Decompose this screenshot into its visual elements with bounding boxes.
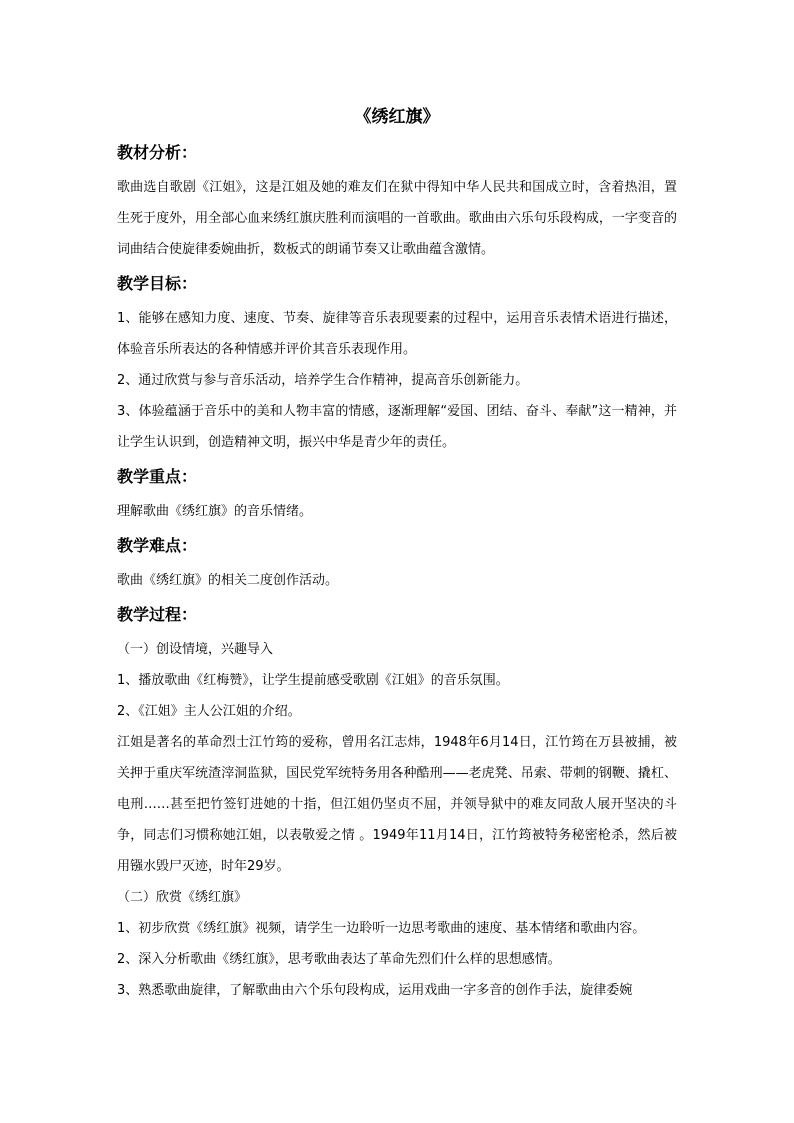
- paragraph: （二）欣赏《绣红旗》: [117, 890, 248, 905]
- paragraph: 江姐是著名的革命烈士江竹筠的爱称，曾用名江志炜，1948年6月14日，江竹筠在万县被捕，被关押于重庆军统渣滓洞监狱，国民党军统特务用各种酷刑——老虎凳、吊索、带刺的钢鞭、撬杠、电刑……甚至把竹签钉进她的十指，但江姐仍坚贞不屈，并领导狱中的难友同敌人展开坚决的斗争，同志们习惯称她江姐，以表敬爱之情 。1949年11月14日，江竹筠被特务秘密枪杀，然后被用镪水毁尸灭迹，时年29岁。: [117, 735, 677, 874]
- paragraph: 3、体验蕴涵于音乐中的美和人物丰富的情感，逐渐理解“爱国、团结、奋斗、奉献”这一精神，并让学生认识到，创造精神文明，振兴中华是青少年的责任。: [117, 404, 677, 450]
- section-heading: 教学目标：: [117, 274, 198, 293]
- section-key-points: [117, 462, 677, 527]
- paragraph: 1、初步欣赏《绣红旗》视频，请学生一边聆听一边思考歌曲的速度、基本情绪和歌曲内容。: [117, 921, 646, 936]
- section-difficulties: [117, 531, 677, 596]
- document-page: [117, 100, 677, 1006]
- section-heading: 教材分析：: [117, 143, 198, 162]
- section-heading: 教学重点：: [117, 467, 198, 486]
- paragraph: 1、能够在感知力度、速度、节奏、旋律等音乐表现要素的过程中，运用音乐表情术语进行描述，体验音乐所表达的各种情感并评价其音乐表现作用。: [117, 311, 677, 357]
- section-heading: 教学过程：: [117, 605, 198, 624]
- paragraph: 3、熟悉歌曲旋律，了解歌曲由六个乐句段构成，运用戏曲一字多音的创作手法，旋律委婉: [117, 983, 633, 998]
- section-heading: 教学难点：: [117, 536, 198, 555]
- paragraph: （一）创设情境，兴趣导入: [117, 642, 274, 657]
- document-title: 《绣红旗》: [354, 107, 440, 127]
- paragraph: 2、《江姐》主人公江姐的介绍。: [117, 704, 301, 719]
- paragraph: 2、通过欣赏与参与音乐活动，培养学生合作精神，提高音乐创新能力。: [117, 373, 529, 388]
- section-material-analysis: [117, 138, 677, 265]
- paragraph: 歌曲《绣红旗》的相关二度创作活动。: [117, 573, 339, 588]
- paragraph: 歌曲选自歌剧《江姐》，这是江姐及她的难友们在狱中得知中华人民共和国成立时，含着热泪，置生死于度外，用全部心血来绣红旗庆胜利而演唱的一首歌曲。歌曲由六乐句乐段构成，一字变音的词曲结合使旋律委婉曲折，数板式的朗诵节奏又让歌曲蕴含激情。: [117, 180, 677, 257]
- paragraph: 2、深入分析歌曲《绣红旗》，思考歌曲表达了革命先烈们什么样的思想感情。: [117, 952, 561, 967]
- paragraph: 1、播放歌曲《红梅赞》，让学生提前感受歌剧《江姐》的音乐氛围。: [117, 673, 509, 688]
- section-teaching-process: [117, 600, 677, 1006]
- section-teaching-goals: [117, 269, 677, 458]
- paragraph: 理解歌曲《绣红旗》的音乐情绪。: [117, 504, 313, 519]
